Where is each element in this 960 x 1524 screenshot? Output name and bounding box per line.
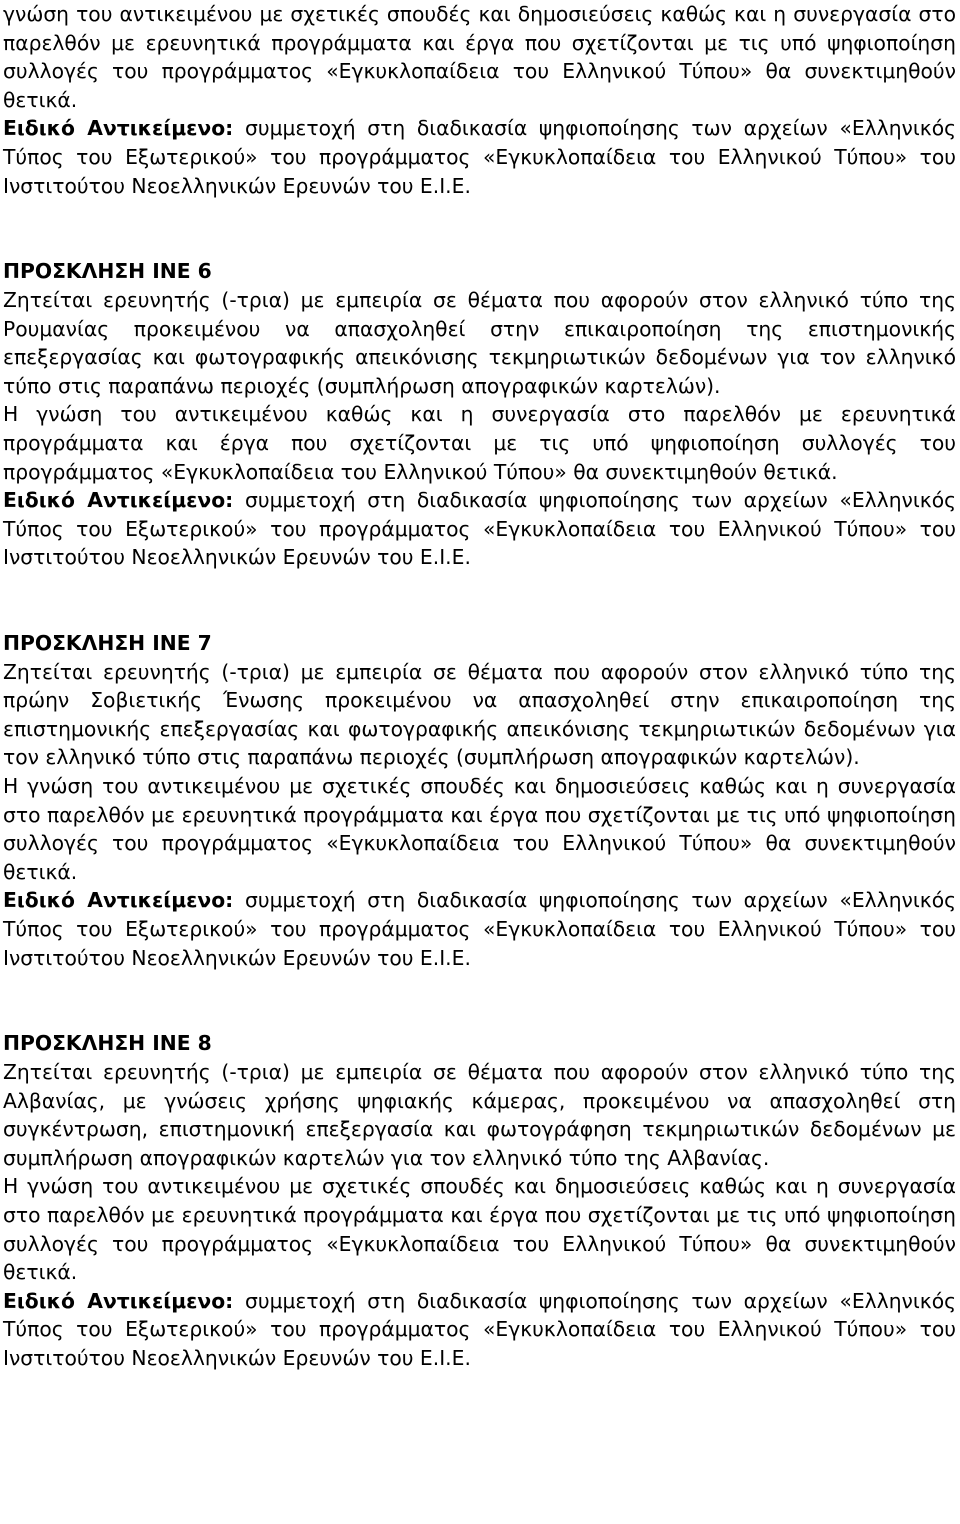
document-page bbox=[3, 0, 956, 1373]
section-spacer bbox=[3, 200, 956, 257]
section-spacer bbox=[3, 572, 956, 629]
call-knowledge-paragraph: Η γνώση του αντικειμένου με σχετικές σπουδές και δημοσιεύσεις καθώς και η συνεργασία στο παρελθόν με ερευνητικά προγράμματα και έργα που σχετίζονται με τις υπό ψηφιοποίηση συλλογές του προγράμματος «Εγκυκλοπαίδεια του Ελληνικού Τύπου» θα συνεκτιμηθούν θετικά. bbox=[3, 1174, 956, 1285]
call-description: Ζητείται ερευνητής (-τρια) με εμπειρία σε θέματα που αφορούν στον ελληνικό τύπο της πρώην Σοβιετικής Ένωσης προκειμένου να απασχοληθεί στην επικαιροποίηση της επιστημονικής επεξεργασίας και φωτογραφικής απεικόνισης τεκμηριωτικών δεδομένων για τον ελληνικό τύπο στις παραπάνω περιοχές (συμπλήρωση απογραφικών καρτελών). bbox=[3, 659, 956, 770]
call-title: ΠΡΟΣΚΛΗΣΗ INE 8 bbox=[3, 1031, 212, 1056]
call-special-object-paragraph bbox=[3, 486, 956, 572]
special-object-label: Ειδικό Αντικείμενο: bbox=[3, 888, 234, 913]
call-special-object-paragraph bbox=[3, 886, 956, 972]
intro-knowledge-paragraph: γνώση του αντικειμένου με σχετικές σπουδές και δημοσιεύσεις καθώς και η συνεργασία στο παρελθόν με ερευνητικά προγράμματα και έργα που σχετίζονται με τις υπό ψηφιοποίηση συλλογές του προγράμματος «Εγκυκλοπαίδεια του Ελληνικού Τύπου» θα συνεκτιμηθούν θετικά. bbox=[3, 2, 956, 112]
call-ine-8 bbox=[3, 1029, 956, 1372]
call-description: Ζητείται ερευνητής (-τρια) με εμπειρία σε θέματα που αφορούν στον ελληνικό τύπο της Αλβανίας, με γνώσεις χρήσης ψηφιακής κάμερας, προκειμένου να απασχοληθεί στη συγκέντρωση, επιστημονική επεξεργασία και φωτογράφηση τεκμηριωτικών δεδομένων με συμπλήρωση απογραφικών καρτελών για τον ελληνικό τύπο της Αλβανίας. bbox=[3, 1059, 956, 1170]
special-object-label: Ειδικό Αντικείμενο: bbox=[3, 488, 234, 513]
call-description: Ζητείται ερευνητής (-τρια) με εμπειρία σε θέματα που αφορούν στον ελληνικό τύπο της Ρουμανίας προκειμένου να απασχοληθεί στην επικαιροποίηση της επιστημονικής επεξεργασίας και φωτογραφικής απεικόνισης τεκμηριωτικών δεδομένων για τον ελληνικό τύπο στις παραπάνω περιοχές (συμπλήρωση απογραφικών καρτελών). bbox=[3, 287, 956, 398]
call-title: ΠΡΟΣΚΛΗΣΗ INE 7 bbox=[3, 631, 212, 656]
special-object-text: συμμετοχή στη διαδικασία ψηφιοποίησης των αρχείων «Ελληνικός Τύπος του Εξωτερικού» του προγράμματος «Εγκυκλοπαίδεια του Ελληνικού Τύπου» του Ινστιτούτου Νεοελληνικών Ερευνών του Ε.Ι.Ε. bbox=[3, 488, 956, 570]
call-special-object-paragraph bbox=[3, 1287, 956, 1373]
special-object-label: Ειδικό Αντικείμενο: bbox=[3, 1288, 234, 1313]
call-knowledge-paragraph: Η γνώση του αντικειμένου καθώς και η συνεργασία στο παρελθόν με ερευνητικά προγράμματα και έργα που σχετίζονται με τις υπό ψηφιοποίηση συλλογές του προγράμματος «Εγκυκλοπαίδεια του Ελληνικού Τύπου» θα συνεκτιμηθούν θετικά. bbox=[3, 402, 956, 484]
call-ine-7 bbox=[3, 629, 956, 972]
intro-special-object-paragraph bbox=[3, 114, 956, 200]
call-title: ΠΡΟΣΚΛΗΣΗ INE 6 bbox=[3, 259, 212, 284]
special-object-label: Ειδικό Αντικείμενο: bbox=[3, 116, 234, 141]
special-object-text: συμμετοχή στη διαδικασία ψηφιοποίησης των αρχείων «Ελληνικός Τύπος του Εξωτερικού» του προγράμματος «Εγκυκλοπαίδεια του Ελληνικού Τύπου» του Ινστιτούτου Νεοελληνικών Ερευνών του Ε.Ι.Ε. bbox=[3, 116, 956, 198]
special-object-text: συμμετοχή στη διαδικασία ψηφιοποίησης των αρχείων «Ελληνικός Τύπος του Εξωτερικού» του προγράμματος «Εγκυκλοπαίδεια του Ελληνικού Τύπου» του Ινστιτούτου Νεοελληνικών Ερευνών του Ε.Ι.Ε. bbox=[3, 1288, 956, 1370]
special-object-text: συμμετοχή στη διαδικασία ψηφιοποίησης των αρχείων «Ελληνικός Τύπος του Εξωτερικού» του προγράμματος «Εγκυκλοπαίδεια του Ελληνικού Τύπου» του Ινστιτούτου Νεοελληνικών Ερευνών του Ε.Ι.Ε. bbox=[3, 888, 956, 970]
call-knowledge-paragraph: Η γνώση του αντικειμένου με σχετικές σπουδές και δημοσιεύσεις καθώς και η συνεργασία στο παρελθόν με ερευνητικά προγράμματα και έργα που σχετίζονται με τις υπό ψηφιοποίηση συλλογές του προγράμματος «Εγκυκλοπαίδεια του Ελληνικού Τύπου» θα συνεκτιμηθούν θετικά. bbox=[3, 774, 956, 884]
call-ine-6 bbox=[3, 257, 956, 572]
section-spacer bbox=[3, 972, 956, 1029]
